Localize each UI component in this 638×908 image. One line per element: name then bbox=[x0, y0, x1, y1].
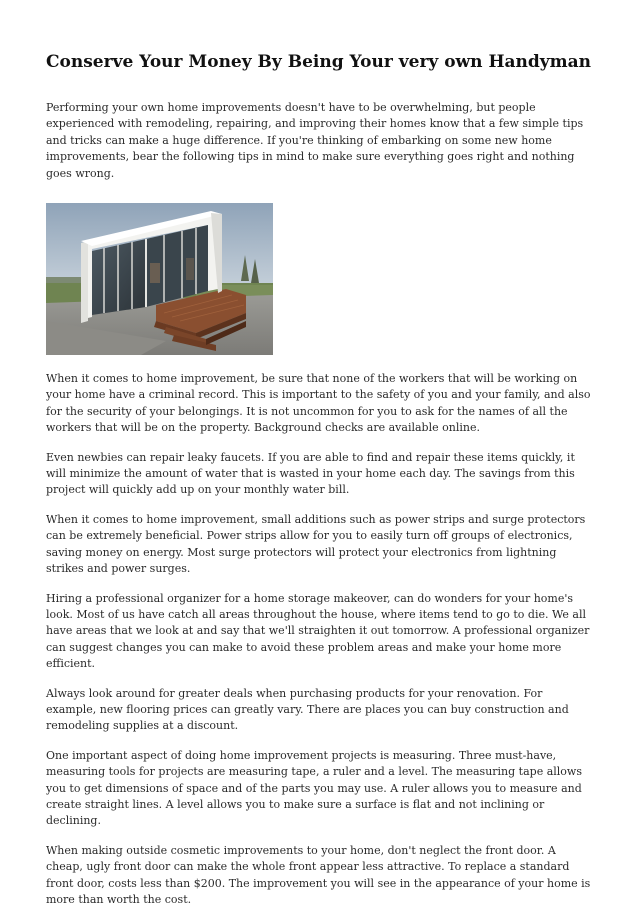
paragraph-organizer: Hiring a professional organizer for a home storage makeover, can do wonders for your home's look. Most of us have catch all areas throughout the house, where items tend to go to die. We all have areas that we look at and say that we'll straighten it out tomorrow. A professional organizer can suggest changes you can make to avoid these problem areas and make your home more efficient. bbox=[46, 591, 590, 671]
page-title: Conserve Your Money By Being Your very own Handyman bbox=[46, 52, 592, 72]
document-page bbox=[46, 0, 594, 908]
paragraph-contractors: When it comes to home improvement, be sure that none of the workers that will be working on your home have a criminal record. This is important to the safety of you and your family, and also for the security of your belongings. It is not uncommon for you to ask for the names of all the workers that will be on the property. Background checks are available online. bbox=[46, 372, 591, 435]
paragraph-faucets: Even newbies can repair leaky faucets. If you are able to find and repair these items quickly, it will minimize the amount of water that is wasted in your home each day. The savings from this project will quickly add up on your monthly water bill. bbox=[46, 450, 575, 497]
paragraph-measuring: One important aspect of doing home improvement projects is measuring. Three must-have, measuring tools for projects are measuring tape, a ruler and a level. The measuring tape allows you to get dimensions of space and of the parts you may use. A ruler allows you to measure and create straight lines. A level allows you to make sure a surface is flat and not inclining or declining. bbox=[46, 748, 582, 828]
paragraph-intro: Performing your own home improvements doesn't have to be overwhelming, but people experienced with remodeling, repairing, and improving their homes know that a few simple tips and tricks can make a huge difference. If you're thinking of embarking on some new home improvements, bear the following tips in mind to make sure everything goes right and nothing goes wrong. bbox=[46, 101, 584, 180]
paragraph-deals: Always look around for greater deals when purchasing products for your renovation. For example, new flooring prices can greatly vary. There are places you can buy construction and remodeling supplies at a discount. bbox=[46, 686, 569, 733]
paragraph-front-door: When making outside cosmetic improvements to your home, don't neglect the front door. A cheap, ugly front door can make the whole front appear less attractive. To replace a standard front door, costs less than $200. The improvement you will see in the appearance of your home is more than worth the cost. bbox=[46, 843, 591, 906]
paragraph-power-strips: When it comes to home improvement, small additions such as power strips and surge protectors can be extremely beneficial. Power strips allow for you to easily turn off groups of electronics, saving money on energy. Most surge protectors will protect your electronics from lightning strikes and power surges. bbox=[46, 512, 586, 576]
modern-house-photo bbox=[46, 203, 273, 355]
